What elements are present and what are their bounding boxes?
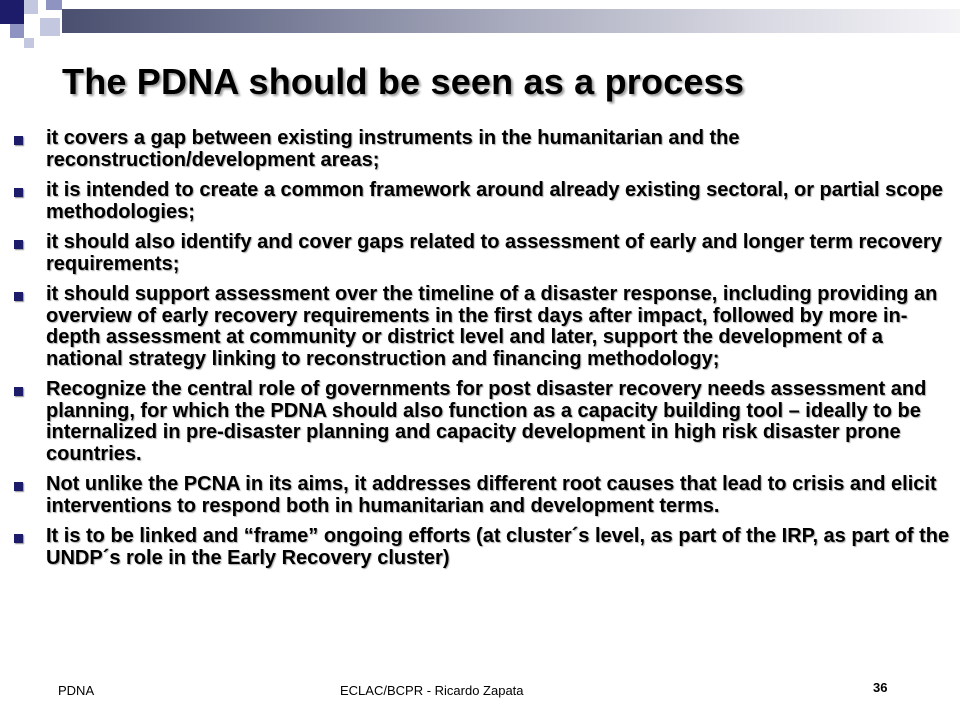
bullet-text: it should support assessment over the timeline of a disaster response, including providing an overview of early recovery requirements in the first days after impact, followed by more in-depth assessment at community or district level and later, support the development of a national strategy linking to reconstruction and financing methodology; — [46, 283, 938, 370]
header-gradient-bar — [62, 9, 960, 33]
decor-square-mid — [46, 0, 62, 10]
square-bullet-icon — [14, 482, 23, 491]
bullet-item — [14, 128, 958, 171]
bullet-text: It is to be linked and “frame” ongoing efforts (at cluster´s level, as part of the IRP, as part of the UNDP´s role in the Early Recovery cluster) — [46, 525, 950, 569]
decor-square-light — [40, 18, 60, 36]
bullet-list — [14, 128, 958, 578]
bullet-text: it covers a gap between existing instruments in the humanitarian and the reconstruction/development areas; — [46, 127, 740, 171]
bullet-item — [14, 232, 958, 275]
square-bullet-icon — [14, 292, 23, 301]
bullet-text: Recognize the central role of governments for post disaster recovery needs assessment and planning, for which the PDNA should also function as a capacity building tool – ideally to be internalized in pre-disaster planning and capacity development in high risk disaster prone countries. — [46, 378, 927, 465]
square-bullet-icon — [14, 240, 23, 249]
decor-square-dark — [0, 0, 24, 24]
footer-author: ECLAC/BCPR - Ricardo Zapata — [340, 683, 524, 698]
square-bullet-icon — [14, 387, 23, 396]
slide-title: The PDNA should be seen as a process — [62, 61, 745, 102]
footer-label: PDNA — [58, 683, 95, 698]
decor-square-light — [24, 38, 34, 48]
bullet-text: Not unlike the PCNA in its aims, it addresses different root causes that lead to crisis and elicit interventions to respond both in humanitarian and development terms. — [46, 473, 937, 517]
square-bullet-icon — [14, 534, 23, 543]
bullet-text: it is intended to create a common framework around already existing sectoral, or partial scope methodologies; — [46, 179, 943, 223]
decor-square-light — [24, 0, 38, 14]
page-number: 36 — [873, 680, 888, 695]
bullet-item — [14, 474, 958, 517]
square-bullet-icon — [14, 136, 23, 145]
square-bullet-icon — [14, 188, 23, 197]
decor-square-mid — [10, 24, 24, 38]
bullet-item — [14, 526, 958, 569]
bullet-item — [14, 284, 958, 370]
bullet-item — [14, 379, 958, 465]
bullet-item — [14, 180, 958, 223]
bullet-text: it should also identify and cover gaps related to assessment of early and longer term recovery requirements; — [46, 231, 942, 275]
